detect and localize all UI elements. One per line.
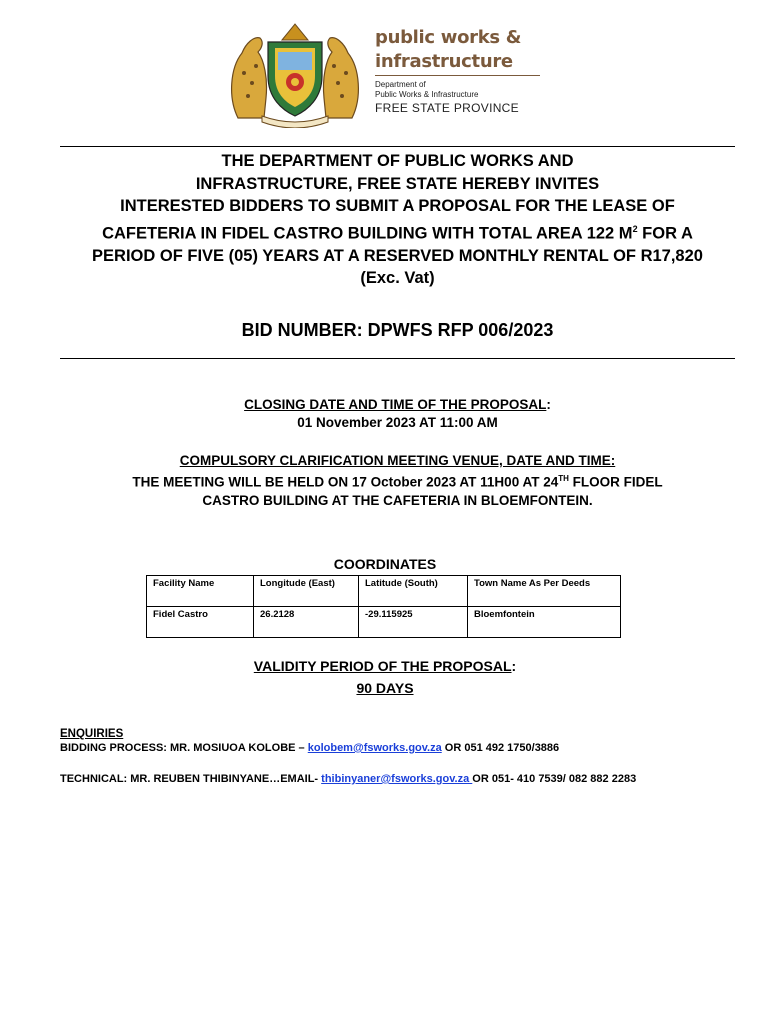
coat-of-arms-icon	[220, 18, 370, 128]
meeting-heading: COMPULSORY CLARIFICATION MEETING VENUE, DATE AND TIME:	[179, 453, 616, 468]
bidding-process-line: BIDDING PROCESS: MR. MOSIUOA KOLOBE – kolobem@fsworks.gov.za OR 051 492 1750/3886	[60, 742, 560, 754]
enquiries-heading: ENQUIRIES	[60, 728, 124, 740]
meeting-line-1: THE MEETING WILL BE HELD ON 17 October 2023 AT 11H00 AT 24TH FLOOR FIDEL	[132, 474, 663, 490]
brand-text	[375, 26, 540, 116]
table-row	[147, 607, 621, 638]
title-line-3: INTERESTED BIDDERS TO SUBMIT A PROPOSAL FOR THE LEASE OF	[120, 197, 675, 215]
brand-divider	[375, 75, 540, 76]
department-line-2: Public Works & Infrastructure	[375, 90, 479, 99]
validity-section	[60, 655, 710, 699]
bidding-email-link[interactable]: kolobem@fsworks.gov.za	[307, 742, 442, 754]
closing-section	[60, 396, 735, 432]
technical-line: TECHNICAL: MR. REUBEN THIBINYANE…EMAIL- thibinyaner@fsworks.gov.za OR 051- 410 7539/ 082 882 2283	[60, 773, 637, 785]
brand-line-2: infrastructure	[375, 51, 513, 72]
meeting-section	[60, 452, 735, 510]
coordinates-table	[146, 575, 621, 638]
validity-heading: VALIDITY PERIOD OF THE PROPOSAL:	[253, 658, 517, 674]
cell-town-name: Bloemfontein	[468, 607, 621, 638]
bid-divider	[60, 358, 735, 359]
cell-facility-name: Fidel Castro	[147, 607, 254, 638]
table-header-row	[147, 576, 621, 607]
department-line-1: Department of	[375, 80, 426, 89]
closing-value: 01 November 2023 AT 11:00 AM	[297, 415, 498, 430]
closing-heading: CLOSING DATE AND TIME OF THE PROPOSAL:	[244, 397, 551, 412]
top-divider	[60, 146, 735, 147]
bid-number: BID NUMBER: DPWFS RFP 006/2023	[241, 320, 554, 340]
header-latitude: Latitude (South)	[359, 576, 468, 607]
title-line-4: CAFETERIA IN FIDEL CASTRO BUILDING WITH TOTAL AREA 122 $M^2$ FOR A	[102, 223, 693, 242]
province-name: FREE STATE PROVINCE	[375, 101, 519, 115]
notice-title	[60, 150, 735, 290]
brand-line-1: public works &	[375, 27, 522, 48]
header-town-name: Town Name As Per Deeds	[468, 576, 621, 607]
title-line-2: INFRASTRUCTURE, FREE STATE HEREBY INVITES	[195, 174, 600, 193]
title-line-1: THE DEPARTMENT OF PUBLIC WORKS AND	[221, 152, 574, 170]
cell-latitude: -29.115925	[359, 607, 468, 638]
title-line-5: PERIOD OF FIVE (05) YEARS AT A RESERVED MONTHLY RENTAL OF R17,820	[92, 246, 703, 265]
coordinates-title: COORDINATES	[333, 556, 437, 572]
meeting-line-2: CASTRO BUILDING AT THE CAFETERIA IN BLOEMFONTEIN.	[202, 492, 593, 508]
header-longitude: Longitude (East)	[254, 576, 359, 607]
header-facility-name: Facility Name	[147, 576, 254, 607]
validity-value: 90 DAYS	[356, 680, 414, 696]
technical-email-link[interactable]: thibinyaner@fsworks.gov.za	[321, 773, 473, 785]
title-line-6: (Exc. Vat)	[360, 269, 435, 287]
cell-longitude: 26.2128	[254, 607, 359, 638]
department-logo	[220, 18, 550, 128]
